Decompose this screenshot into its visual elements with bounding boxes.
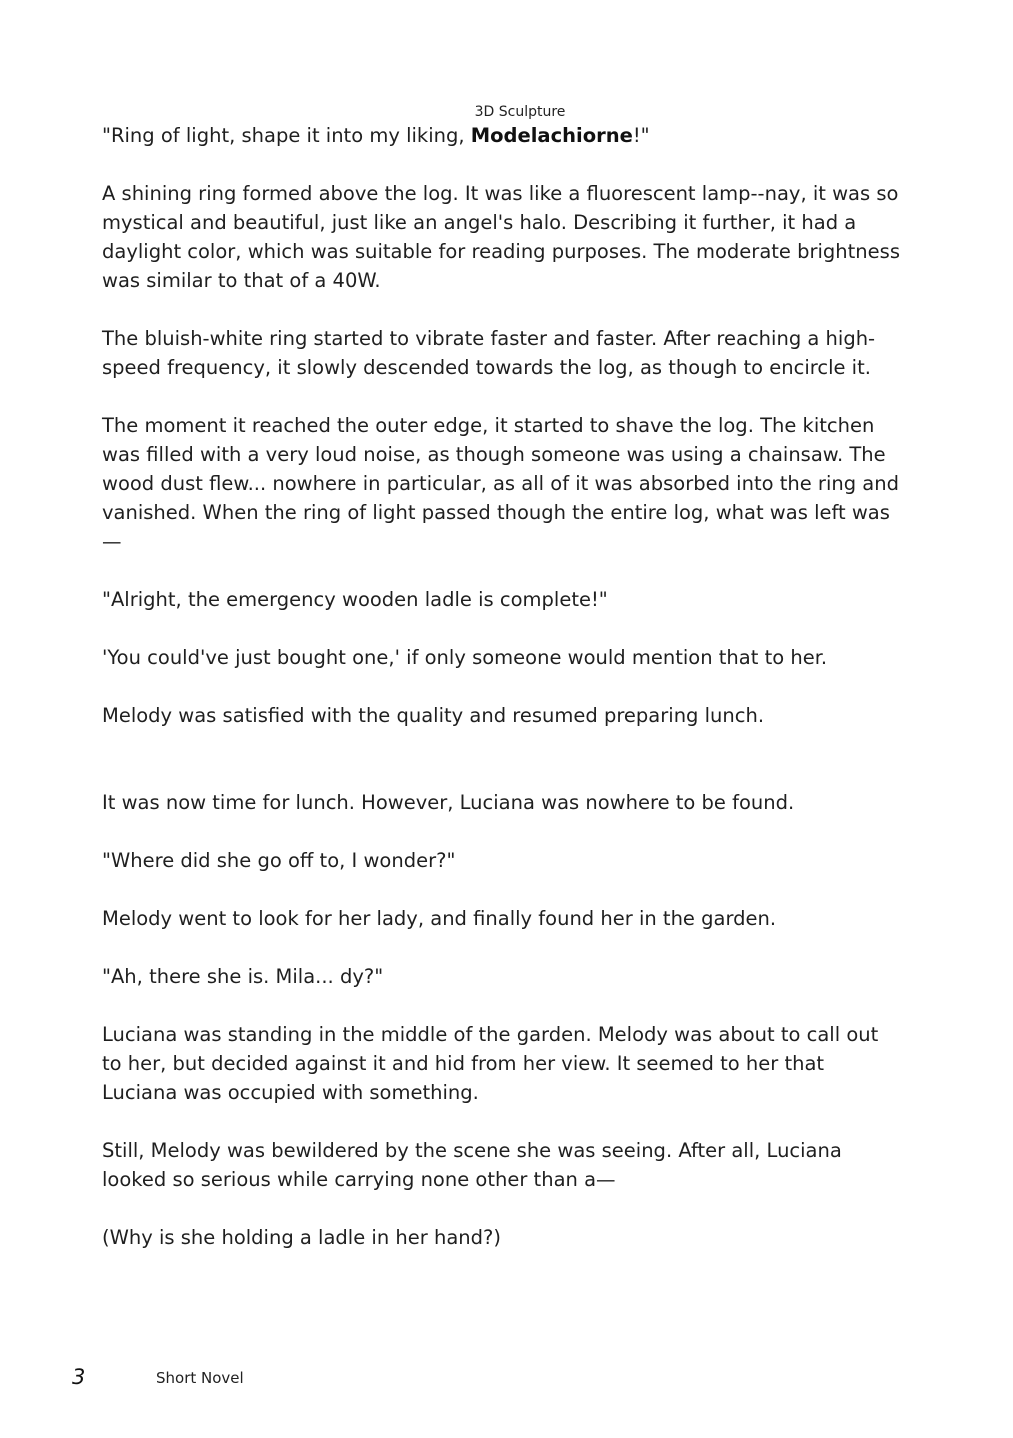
page-number: 3 (72, 1365, 86, 1389)
paragraph: The bluish-white ring started to vibrate faster and faster. After reaching a high-speed frequency, it slowly descended towards the log, as though to encircle it. (102, 327, 876, 379)
paragraph: "Alright, the emergency wooden ladle is complete!" (102, 588, 608, 611)
paragraph: A shining ring formed above the log. It was like a fluorescent lamp--nay, it was so mystical and beautiful, just like an angel's halo. Describing it further, it had a daylight color, which was suitable for reading purposes. The moderate brightness was similar to that of a 40W. (102, 182, 900, 292)
incantation-close: !" (632, 124, 650, 147)
paragraph: It was now time for lunch. However, Luciana was nowhere to be found. (102, 791, 795, 814)
paragraph: Melody was satisfied with the quality and resumed preparing lunch. (102, 704, 765, 727)
body-text (102, 121, 902, 1281)
incantation-text: "Ring of light, shape it into my liking, (102, 124, 471, 147)
paragraph: Melody went to look for her lady, and finally found her in the garden. (102, 907, 777, 930)
book-title: Short Novel (156, 1369, 244, 1387)
paragraph: Luciana was standing in the middle of the garden. Melody was about to call out to her, but decided against it and hid from her view. It seemed to her that Luciana was occupied with something. (102, 1023, 879, 1104)
paragraph: "Where did she go off to, I wonder?" (102, 849, 456, 872)
paragraph: "Ah, there she is. Mila... dy?" (102, 965, 384, 988)
spell-name: Modelachiorne (470, 124, 633, 147)
running-head: 3D Sculpture (474, 104, 566, 120)
paragraph-spell-incantation (102, 121, 902, 150)
paragraph: (Why is she holding a ladle in her hand?) (102, 1226, 501, 1249)
paragraph: Still, Melody was bewildered by the scene she was seeing. After all, Luciana looked so serious while carrying none other than a— (102, 1139, 842, 1191)
paragraph: 'You could've just bought one,' if only someone would mention that to her. (102, 646, 828, 669)
paragraph: The moment it reached the outer edge, it started to shave the log. The kitchen was filled with a very loud noise, as though someone was using a chainsaw. The wood dust flew... nowhere in particular, as all of it was absorbed into the ring and vanished. When the ring of light passed though the entire log, what was left was— (102, 414, 899, 553)
